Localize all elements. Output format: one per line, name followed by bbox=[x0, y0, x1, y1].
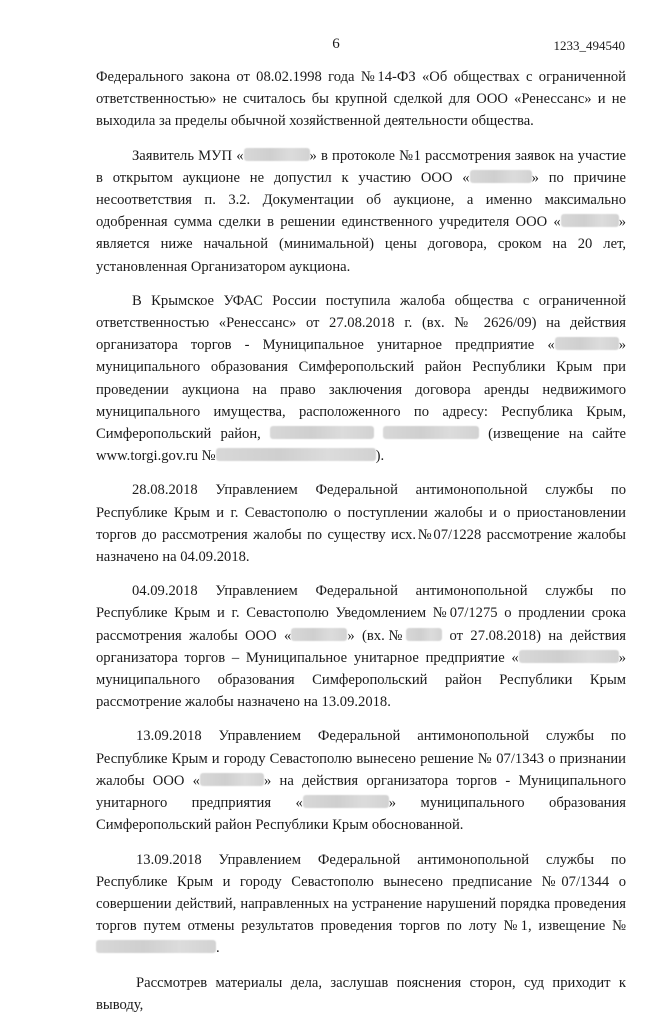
paragraph-6: 13.09.2018 Управлением Федеральной антимонопольной службы по Республике Крым и городу Севастополю вынесено решение № 07/1343 о признании жалобы ООО « » на действия организатора торгов - Муниципального унитарного предприятия « » муниципального образования Симферопольский район Республики Крым обоснованной. bbox=[96, 728, 626, 834]
paragraph-4: 28.08.2018 Управлением Федеральной антимонопольной службы по Республике Крым и г. Севастополю о поступлении жалобы и о приостановлении торгов до рассмотрения жалобы по существу исх.№07/1228 рассмотрение жалобы назначено на 04.09.2018. bbox=[96, 482, 626, 566]
redacted-text bbox=[291, 628, 347, 641]
page-number: 6 bbox=[332, 36, 340, 52]
paragraph-2: Заявитель МУП « » в протоколе №1 рассмотрения заявок на участие в открытом аукционе не допустил к участию ООО « » по причине несоответствия п. 3.2. Документации об аукционе, а именно максимально одобренная сумма сделки в решении единственного учредителя ООО « » является ниже начальной (минимальной) цены договора, сроком на 20 лет, установленная Организатором аукциона. bbox=[96, 147, 626, 275]
redacted-text bbox=[244, 148, 310, 161]
redacted-text bbox=[96, 940, 216, 953]
paragraph-5: 04.09.2018 Управлением Федеральной антимонопольной службы по Республике Крым и г. Севастополю Уведомлением №07/1275 о продлении срока рассмотрения жалобы ООО « » (вх.№ от 27.08.2018) на действия организатора торгов – Муниципальное унитарное предприятие « » муниципального образования Симферопольский район Республики Крым рассмотрение жалобы назначено на 13.09.2018. bbox=[96, 583, 626, 711]
redacted-text bbox=[200, 773, 264, 786]
paragraph-8: Рассмотрев материалы дела, заслушав пояснения сторон, суд приходит к выводу, bbox=[96, 974, 626, 1013]
document-id: 1233_494540 bbox=[553, 38, 625, 53]
redacted-text bbox=[561, 214, 619, 227]
redacted-text bbox=[383, 426, 479, 439]
redacted-text bbox=[519, 650, 619, 663]
redacted-text bbox=[470, 170, 532, 183]
redacted-text bbox=[555, 337, 619, 350]
redacted-text bbox=[216, 448, 376, 461]
redacted-text bbox=[270, 426, 374, 439]
redacted-text bbox=[303, 795, 389, 808]
redacted-text bbox=[406, 628, 442, 641]
paragraph-7: 13.09.2018 Управлением Федеральной антимонопольной службы по Республике Крым и городу Севастополю вынесено предписание №07/1344 о совершении действий, направленных на устранение нарушений порядка проведения торгов путем отмены результатов проведения торгов по лоту №1, извещение №. bbox=[96, 851, 626, 957]
paragraph-3: В Крымское УФАС России поступила жалоба общества с ограниченной ответственностью «Ренессанс» от 27.08.2018 г. (вх. № 2626/09) на действия организатора торгов - Муниципальное унитарное предприятие « » муниципального образования Симферопольский район Республики Крым при проведении аукциона на право заключения договора аренды недвижимого муниципального имущества, расположенного по адресу: Республика Крым, Симферопольский район, (извещение на сайте www.torgi.gov.ru № ). bbox=[96, 292, 626, 465]
paragraph-1: Федерального закона от 08.02.1998 года №14-ФЗ «Об обществах с ограниченной ответственностью» не считалось бы крупной сделкой для ООО «Ренессанс» и не выходила за пределы обычной хозяйственной деятельности общества. bbox=[96, 69, 626, 130]
document-body bbox=[96, 66, 626, 1028]
